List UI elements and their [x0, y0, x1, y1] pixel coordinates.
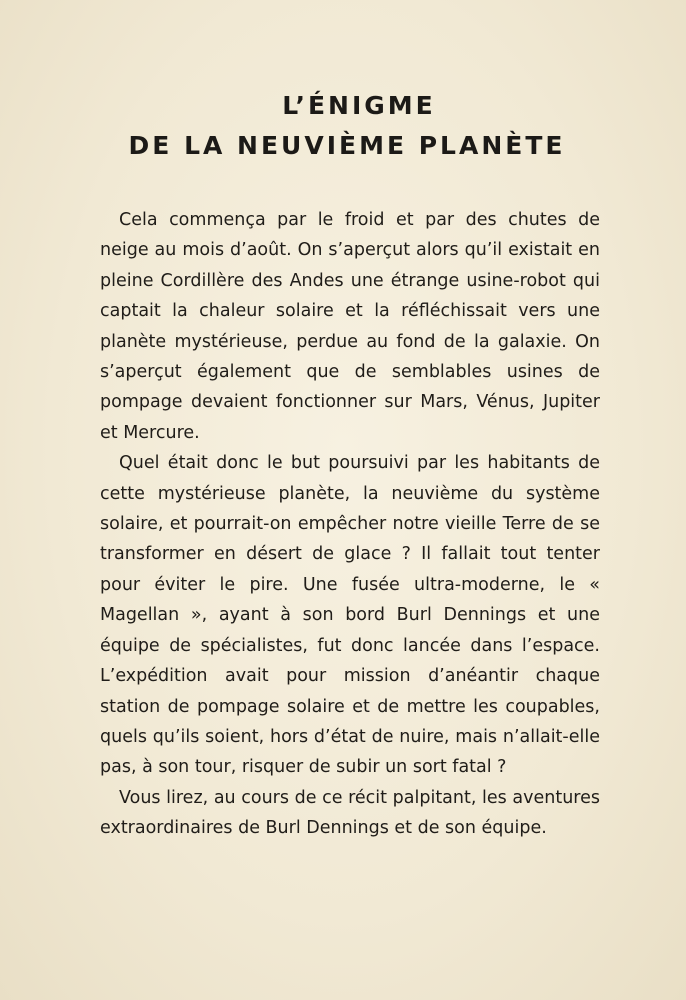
- paragraph-1: Cela commença par le froid et par des chutes de neige au mois d’août. On s’aperçut alors qu’il existait en pleine Cordillère des Andes une étrange usine-robot qui captait la chaleur solaire et la réfléchissait vers une planète mystérieuse, perdue au fond de la galaxie. On s’aperçut également que de semblables usines de pompage devaient fonctionner sur Mars, Vénus, Jupiter et Mercure.: [100, 210, 600, 443]
- paragraph-2: Quel était donc le but poursuivi par les habitants de cette mystérieuse planète, la neuvième du système solaire, et pourrait-on empêcher notre vieille Terre de se transformer en désert de glace ? Il fallait tout tenter pour éviter le pire. Une fusée ultra-moderne, le « Magellan », ayant à son bord Burl Dennings et une équipe de spécialistes, fut donc lancée dans l’espace. L’expédition avait pour mission d’anéantir chaque station de pompage solaire et de mettre les coupables, quels qu’ils soient, hors d’état de nuire, mais n’allait-elle pas, à son tour, risquer de subir un sort fatal ?: [100, 453, 600, 778]
- title-line-1: L’ÉNIGME: [282, 91, 436, 120]
- synopsis-text: [100, 205, 600, 844]
- title-line-2: DE LA NEUVIÈME PLANÈTE: [128, 131, 566, 160]
- page-title: [0, 88, 686, 164]
- paragraph-3: Vous lirez, au cours de ce récit palpitant, les aventures extraordinaires de Burl Dennings et de son équipe.: [100, 787, 600, 839]
